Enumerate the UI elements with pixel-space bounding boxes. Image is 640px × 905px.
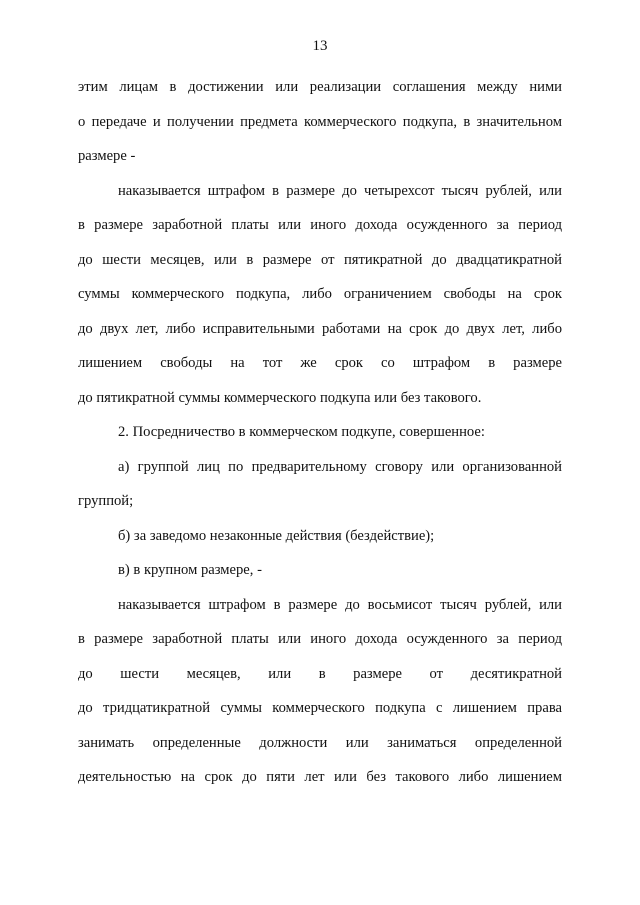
text-line: наказывается штрафом в размере до четырехсот тысяч рублей, или — [118, 182, 562, 199]
text-line: размере - — [78, 148, 136, 164]
text-line: до тридцатикратной суммы коммерческого подкупа с лишением права — [78, 700, 562, 716]
text-line: о передаче и получении предмета коммерческого подкупа, в значительном — [78, 113, 562, 130]
text-line: до двух лет, либо исправительными работами на срок до двух лет, либо — [78, 320, 562, 337]
text-line: до шести месяцев, или в размере от десятикратной — [78, 665, 562, 682]
text-line: а) группой лиц по предварительному сговору или организованной — [118, 458, 562, 475]
text-line: деятельностью на срок до пяти лет или без такового либо лишением — [78, 769, 562, 785]
text-line: до пятикратной суммы коммерческого подкупа или без такового. — [78, 389, 482, 406]
text-line: суммы коммерческого подкупа, либо ограничением свободы на срок — [78, 286, 562, 302]
page-number: 13 — [312, 38, 328, 54]
text-line: 2. Посредничество в коммерческом подкупе, совершенное: — [118, 424, 485, 440]
text-line: в размере заработной платы или иного дохода осужденного за период — [78, 217, 562, 233]
text-line: лишением свободы на тот же срок со штрафом в размере — [78, 355, 562, 371]
text-line: в) в крупном размере, - — [118, 562, 262, 578]
document-body — [78, 70, 562, 795]
text-line: наказывается штрафом в размере до восьмисот тысяч рублей, или — [118, 596, 562, 613]
text-line: этим лицам в достижении или реализации соглашения между ними — [78, 79, 562, 95]
text-line: в размере заработной платы или иного дохода осужденного за период — [78, 631, 562, 647]
text-line: занимать определенные должности или заниматься определенной — [78, 734, 562, 751]
text-line: б) за заведомо незаконные действия (бездействие); — [118, 527, 435, 544]
text-line: группой; — [78, 493, 134, 509]
text-line: до шести месяцев, или в размере от пятикратной до двадцатикратной — [78, 251, 562, 268]
